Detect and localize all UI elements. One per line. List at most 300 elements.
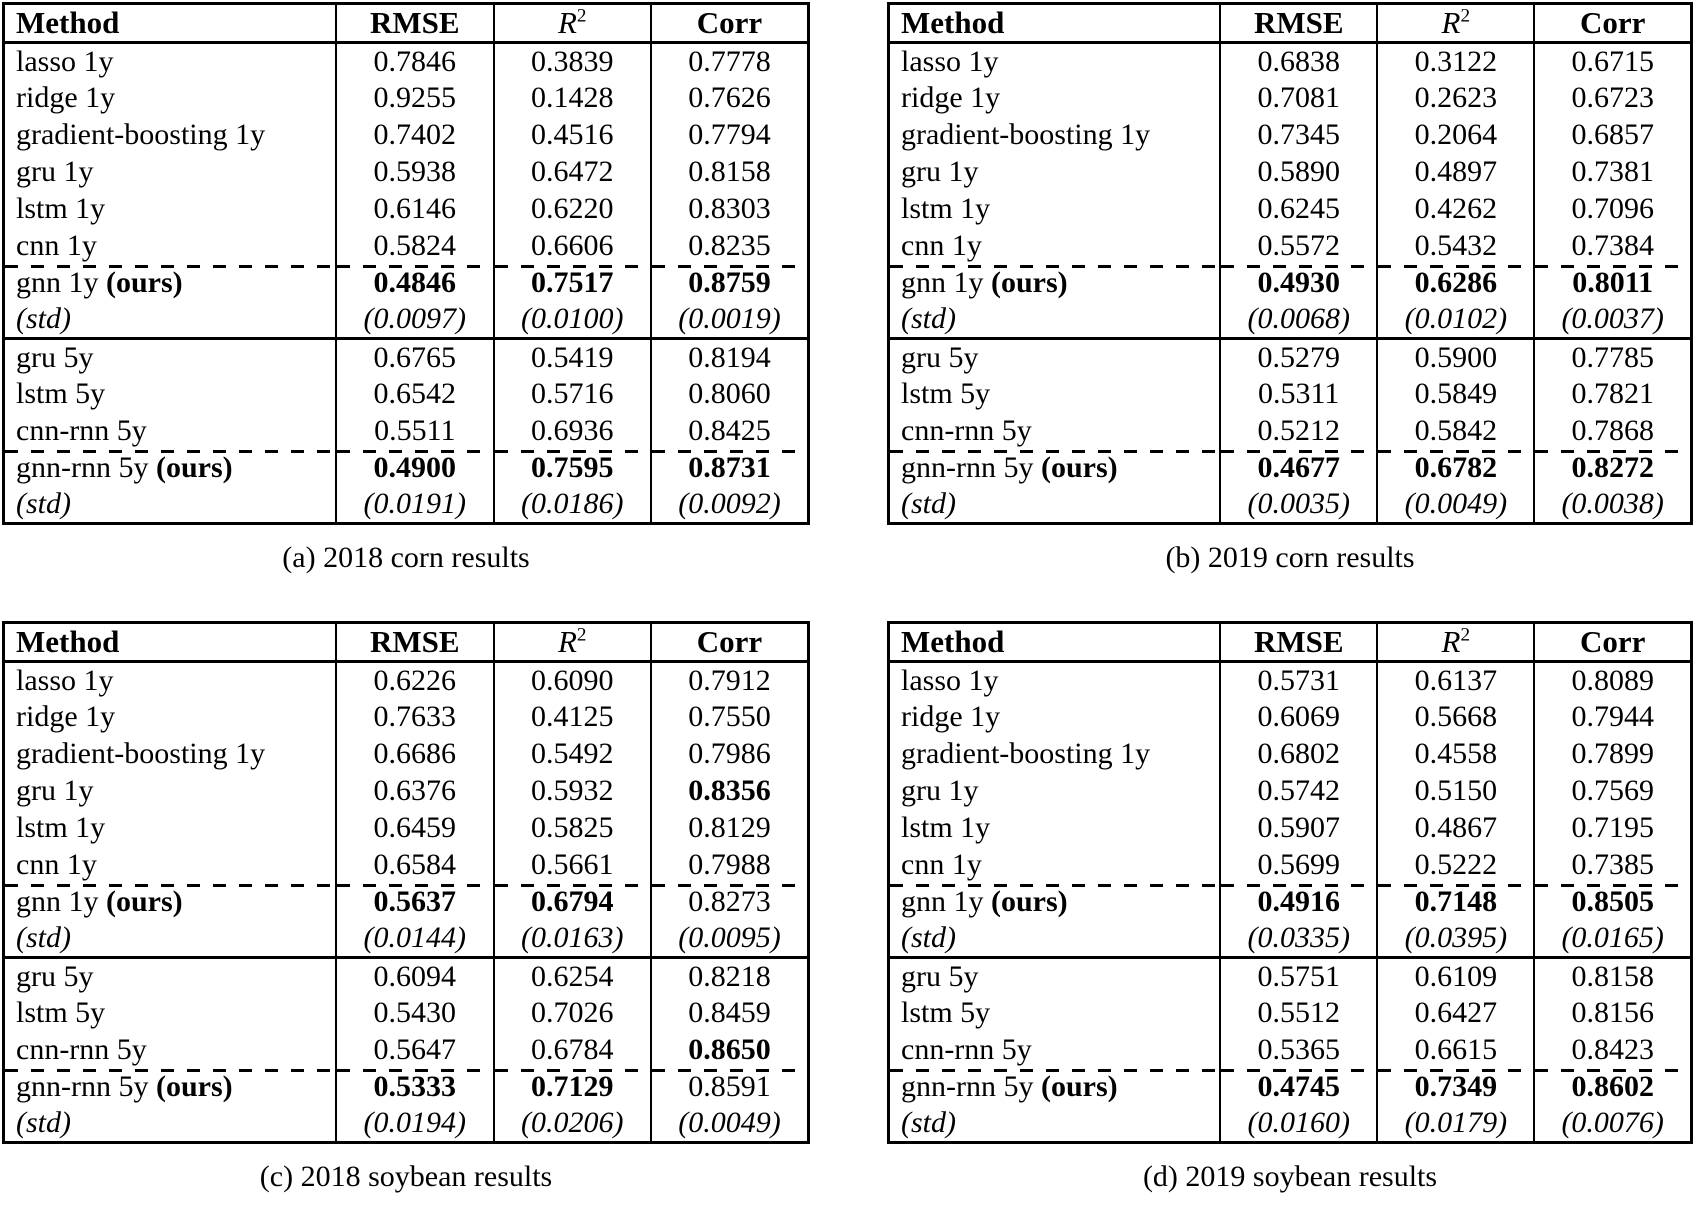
value-cell: 0.7944 <box>1534 699 1691 736</box>
value-cell: 0.6802 <box>1220 736 1377 773</box>
panel-2018-soybean <box>2 621 810 1194</box>
method-cell: lstm 1y <box>901 192 991 225</box>
col-header-rmse: RMSE <box>336 4 493 43</box>
value-cell: 0.6427 <box>1377 995 1534 1032</box>
value-cell: 0.5938 <box>336 154 493 191</box>
value-cell: 0.5212 <box>1220 413 1377 450</box>
method-cell: ridge 1y <box>16 700 116 733</box>
value-cell: 0.5699 <box>1220 847 1377 884</box>
header-row <box>4 4 809 43</box>
value-cell: 0.8759 <box>651 265 809 302</box>
std-row <box>4 921 809 958</box>
method-row <box>4 699 809 736</box>
value-cell: 0.4745 <box>1220 1069 1377 1106</box>
value-cell: (0.0163) <box>494 921 651 958</box>
r2-base: R <box>1441 624 1461 659</box>
value-cell: 0.5333 <box>336 1069 493 1106</box>
value-cell: 0.6686 <box>336 736 493 773</box>
header-row <box>4 623 809 662</box>
value-cell: 0.5492 <box>494 736 651 773</box>
value-cell: 0.7148 <box>1377 884 1534 921</box>
value-cell: 0.7381 <box>1534 154 1691 191</box>
value-cell: (0.0019) <box>651 302 809 339</box>
value-cell: 0.7785 <box>1534 339 1691 376</box>
value-cell: (0.0100) <box>494 302 651 339</box>
method-cell: gru 1y <box>901 155 979 188</box>
value-cell: 0.8194 <box>651 339 809 376</box>
value-cell: 0.8425 <box>651 413 809 450</box>
method-cell: gradient-boosting 1y <box>16 737 266 770</box>
method-cell: gradient-boosting 1y <box>901 737 1151 770</box>
method-row <box>4 117 809 154</box>
table-caption-d: (d) 2019 soybean results <box>1142 1160 1438 1193</box>
value-cell: 0.6472 <box>494 154 651 191</box>
value-cell: 0.5222 <box>1377 847 1534 884</box>
method-cell: lstm 5y <box>901 377 991 410</box>
value-cell: 0.8273 <box>651 884 809 921</box>
method-cell: lasso 1y <box>16 44 114 78</box>
value-cell: 0.8356 <box>651 773 809 810</box>
method-cell: gnn-rnn 5y (ours) <box>889 1069 1221 1106</box>
value-cell: 0.4558 <box>1377 736 1534 773</box>
method-cell: gnn 1y (ours) <box>889 265 1221 302</box>
method-row <box>4 80 809 117</box>
value-cell: 0.5365 <box>1220 1032 1377 1069</box>
method-cell: (std) <box>901 1106 956 1140</box>
value-cell: 0.7550 <box>651 699 809 736</box>
value-cell: 0.7794 <box>651 117 809 154</box>
value-cell: 0.5279 <box>1220 339 1377 376</box>
method-row <box>4 773 809 810</box>
method-cell: lstm 1y <box>901 811 991 844</box>
value-cell: 0.6254 <box>494 958 651 995</box>
panel-2019-soybean <box>887 621 1693 1194</box>
results-table-2018-corn <box>2 2 810 525</box>
value-cell: 0.8158 <box>651 154 809 191</box>
value-cell: 0.6137 <box>1377 662 1534 699</box>
table-caption-a: (a) 2018 corn results <box>282 541 530 574</box>
method-row <box>4 736 809 773</box>
value-cell: 0.6936 <box>494 413 651 450</box>
method-cell: (std) <box>16 302 71 336</box>
col-header-method: Method <box>4 623 337 662</box>
value-cell: 0.7569 <box>1534 773 1691 810</box>
method-row <box>4 228 809 265</box>
method-cell: gru 1y <box>16 155 94 188</box>
col-header-corr: Corr <box>651 623 809 662</box>
value-cell: 0.8731 <box>651 450 809 487</box>
method-row <box>889 699 1692 736</box>
value-cell: 0.7986 <box>651 736 809 773</box>
results-table-2018-soybean <box>2 621 810 1144</box>
method-row <box>889 958 1692 995</box>
col-header-r2 <box>1377 623 1534 662</box>
value-cell: (0.0049) <box>1377 487 1534 524</box>
value-cell: 0.8303 <box>651 191 809 228</box>
header-row <box>889 623 1692 662</box>
value-cell: 0.5716 <box>494 376 651 413</box>
value-cell: 0.5572 <box>1220 228 1377 265</box>
value-cell: 0.6226 <box>336 662 493 699</box>
col-header-corr: Corr <box>1534 623 1691 662</box>
method-row <box>889 80 1692 117</box>
col-header-rmse: RMSE <box>1220 623 1377 662</box>
value-cell: 0.7384 <box>1534 228 1691 265</box>
method-row <box>889 117 1692 154</box>
method-cell: ridge 1y <box>16 81 116 114</box>
value-cell: 0.4677 <box>1220 450 1377 487</box>
method-row <box>889 736 1692 773</box>
method-cell: ridge 1y <box>901 700 1001 733</box>
value-cell: 0.8089 <box>1534 662 1691 699</box>
value-cell: 0.4897 <box>1377 154 1534 191</box>
method-row <box>4 1032 809 1069</box>
value-cell: 0.7633 <box>336 699 493 736</box>
value-cell: 0.6459 <box>336 810 493 847</box>
r2-exponent: 2 <box>1460 624 1471 646</box>
value-cell: 0.7595 <box>494 450 651 487</box>
value-cell: 0.7402 <box>336 117 493 154</box>
value-cell: 0.7385 <box>1534 847 1691 884</box>
value-cell: 0.7988 <box>651 847 809 884</box>
value-cell: (0.0194) <box>336 1106 493 1143</box>
value-cell: 0.2623 <box>1377 80 1534 117</box>
method-row <box>4 1069 809 1106</box>
method-cell: gnn-rnn 5y (ours) <box>889 450 1221 487</box>
ours-label: (ours) <box>106 266 183 299</box>
method-row <box>4 191 809 228</box>
value-cell: 0.8218 <box>651 958 809 995</box>
value-cell: (0.0165) <box>1534 921 1691 958</box>
value-cell: 0.4516 <box>494 117 651 154</box>
value-cell: (0.0395) <box>1377 921 1534 958</box>
method-row <box>889 884 1692 921</box>
value-cell: 0.8650 <box>651 1032 809 1069</box>
col-header-r2 <box>494 4 651 43</box>
method-cell: lasso 1y <box>16 663 114 697</box>
method-cell: gru 1y <box>16 774 94 807</box>
method-row <box>4 339 809 376</box>
value-cell: 0.7345 <box>1220 117 1377 154</box>
method-row <box>889 43 1692 80</box>
value-cell: 0.6286 <box>1377 265 1534 302</box>
value-cell: 0.8591 <box>651 1069 809 1106</box>
value-cell: 0.7778 <box>651 43 809 80</box>
method-cell: cnn 1y <box>16 229 97 262</box>
method-row <box>889 995 1692 1032</box>
value-cell: 0.5751 <box>1220 958 1377 995</box>
value-cell: 0.6146 <box>336 191 493 228</box>
value-cell: 0.8505 <box>1534 884 1691 921</box>
value-cell: 0.8158 <box>1534 958 1691 995</box>
value-cell: 0.6069 <box>1220 699 1377 736</box>
value-cell: (0.0335) <box>1220 921 1377 958</box>
value-cell: 0.4916 <box>1220 884 1377 921</box>
value-cell: 0.2064 <box>1377 117 1534 154</box>
method-row <box>889 413 1692 450</box>
method-row <box>4 847 809 884</box>
value-cell: 0.6794 <box>494 884 651 921</box>
method-cell: cnn-rnn 5y <box>16 1033 147 1066</box>
value-cell: 0.5731 <box>1220 662 1377 699</box>
value-cell: 0.7517 <box>494 265 651 302</box>
method-cell: (std) <box>16 487 71 521</box>
value-cell: 0.8272 <box>1534 450 1691 487</box>
method-cell: cnn-rnn 5y <box>16 414 147 447</box>
method-cell: cnn 1y <box>16 848 97 881</box>
col-header-method: Method <box>889 4 1221 43</box>
method-cell: gnn 1y (ours) <box>889 884 1221 921</box>
method-row <box>4 884 809 921</box>
value-cell: 0.6109 <box>1377 958 1534 995</box>
value-cell: 0.6094 <box>336 958 493 995</box>
ours-label: (ours) <box>991 885 1068 918</box>
value-cell: 0.7195 <box>1534 810 1691 847</box>
value-cell: 0.5430 <box>336 995 493 1032</box>
method-cell: gradient-boosting 1y <box>901 118 1151 151</box>
value-cell: (0.0076) <box>1534 1106 1691 1143</box>
ours-label: (ours) <box>155 451 233 484</box>
value-cell: 0.8011 <box>1534 265 1691 302</box>
method-row <box>4 154 809 191</box>
value-cell: 0.6606 <box>494 228 651 265</box>
value-cell: 0.5932 <box>494 773 651 810</box>
col-header-rmse: RMSE <box>336 623 493 662</box>
method-cell: lstm 5y <box>16 377 106 410</box>
method-cell: ridge 1y <box>901 81 1001 114</box>
table-caption-c: (c) 2018 soybean results <box>259 1160 553 1193</box>
method-cell: cnn 1y <box>901 229 982 262</box>
method-row <box>889 228 1692 265</box>
value-cell: 0.5150 <box>1377 773 1534 810</box>
value-cell: 0.7626 <box>651 80 809 117</box>
value-cell: 0.6784 <box>494 1032 651 1069</box>
r2-exponent: 2 <box>1460 5 1471 27</box>
value-cell: 0.5825 <box>494 810 651 847</box>
value-cell: 0.8235 <box>651 228 809 265</box>
value-cell: 0.5668 <box>1377 699 1534 736</box>
col-header-corr: Corr <box>651 4 809 43</box>
value-cell: (0.0068) <box>1220 302 1377 339</box>
method-row <box>889 265 1692 302</box>
method-cell: lasso 1y <box>901 44 999 78</box>
method-cell: lasso 1y <box>901 663 999 697</box>
ours-label: (ours) <box>106 885 183 918</box>
std-row <box>889 487 1692 524</box>
value-cell: 0.4262 <box>1377 191 1534 228</box>
method-row <box>889 1069 1692 1106</box>
value-cell: 0.5842 <box>1377 413 1534 450</box>
value-cell: (0.0206) <box>494 1106 651 1143</box>
method-cell: lstm 1y <box>16 192 106 225</box>
value-cell: 0.8129 <box>651 810 809 847</box>
method-cell: cnn-rnn 5y <box>901 1033 1032 1066</box>
ours-label: (ours) <box>155 1070 233 1103</box>
method-row <box>4 413 809 450</box>
value-cell: 0.5824 <box>336 228 493 265</box>
method-cell: cnn 1y <box>901 848 982 881</box>
value-cell: 0.7026 <box>494 995 651 1032</box>
value-cell: 0.8060 <box>651 376 809 413</box>
value-cell: 0.6245 <box>1220 191 1377 228</box>
method-cell: gru 5y <box>4 958 337 995</box>
value-cell: 0.5907 <box>1220 810 1377 847</box>
method-cell: (std) <box>16 1106 71 1140</box>
value-cell: 0.8423 <box>1534 1032 1691 1069</box>
col-header-corr: Corr <box>1534 4 1691 43</box>
method-cell: lstm 5y <box>16 996 106 1029</box>
panel-2019-corn <box>887 2 1693 575</box>
panel-2018-corn <box>2 2 810 575</box>
value-cell: 0.6765 <box>336 339 493 376</box>
value-cell: (0.0037) <box>1534 302 1691 339</box>
method-row <box>889 847 1692 884</box>
method-cell: gru 5y <box>4 339 337 376</box>
std-row <box>4 487 809 524</box>
value-cell: 0.7868 <box>1534 413 1691 450</box>
method-cell: (std) <box>16 921 71 955</box>
method-row <box>4 43 809 80</box>
value-cell: 0.6715 <box>1534 43 1691 80</box>
header-row <box>889 4 1692 43</box>
r2-base: R <box>557 624 577 659</box>
method-row <box>889 339 1692 376</box>
method-row <box>4 995 809 1032</box>
std-row <box>889 1106 1692 1143</box>
method-cell: lstm 5y <box>901 996 991 1029</box>
method-row <box>4 662 809 699</box>
value-cell: 0.7899 <box>1534 736 1691 773</box>
method-row <box>889 662 1692 699</box>
method-cell: (std) <box>901 487 956 521</box>
method-cell: gnn 1y (ours) <box>4 884 337 921</box>
std-row <box>889 302 1692 339</box>
value-cell: 0.5647 <box>336 1032 493 1069</box>
method-cell: gnn-rnn 5y (ours) <box>4 1069 337 1106</box>
value-cell: 0.7129 <box>494 1069 651 1106</box>
value-cell: 0.7846 <box>336 43 493 80</box>
value-cell: 0.7081 <box>1220 80 1377 117</box>
method-row <box>4 265 809 302</box>
method-cell: gnn-rnn 5y (ours) <box>4 450 337 487</box>
method-row <box>889 376 1692 413</box>
std-row <box>4 302 809 339</box>
col-header-rmse: RMSE <box>1220 4 1377 43</box>
value-cell: 0.5849 <box>1377 376 1534 413</box>
value-cell: (0.0102) <box>1377 302 1534 339</box>
value-cell: 0.4846 <box>336 265 493 302</box>
col-header-method: Method <box>889 623 1221 662</box>
value-cell: 0.5661 <box>494 847 651 884</box>
method-row <box>889 154 1692 191</box>
method-row <box>4 450 809 487</box>
std-row <box>4 1106 809 1143</box>
method-cell: gru 5y <box>889 958 1221 995</box>
table-caption-b: (b) 2019 corn results <box>1165 541 1415 574</box>
method-cell: gnn 1y (ours) <box>4 265 337 302</box>
value-cell: 0.5890 <box>1220 154 1377 191</box>
value-cell: 0.6838 <box>1220 43 1377 80</box>
method-cell: cnn-rnn 5y <box>901 414 1032 447</box>
value-cell: 0.5511 <box>336 413 493 450</box>
value-cell: 0.3122 <box>1377 43 1534 80</box>
value-cell: 0.6782 <box>1377 450 1534 487</box>
value-cell: (0.0191) <box>336 487 493 524</box>
value-cell: 0.4867 <box>1377 810 1534 847</box>
value-cell: 0.5311 <box>1220 376 1377 413</box>
method-row <box>889 810 1692 847</box>
value-cell: (0.0160) <box>1220 1106 1377 1143</box>
value-cell: 0.7912 <box>651 662 809 699</box>
value-cell: 0.6857 <box>1534 117 1691 154</box>
value-cell: (0.0144) <box>336 921 493 958</box>
value-cell: 0.6220 <box>494 191 651 228</box>
value-cell: 0.8459 <box>651 995 809 1032</box>
r2-base: R <box>1441 5 1461 40</box>
method-cell: gradient-boosting 1y <box>16 118 266 151</box>
ours-label: (ours) <box>991 266 1068 299</box>
value-cell: 0.5512 <box>1220 995 1377 1032</box>
value-cell: 0.7096 <box>1534 191 1691 228</box>
col-header-r2 <box>1377 4 1534 43</box>
method-cell: (std) <box>901 302 956 336</box>
value-cell: (0.0179) <box>1377 1106 1534 1143</box>
method-row <box>889 773 1692 810</box>
value-cell: 0.5900 <box>1377 339 1534 376</box>
method-row <box>889 191 1692 228</box>
std-row <box>889 921 1692 958</box>
value-cell: 0.6723 <box>1534 80 1691 117</box>
value-cell: 0.6584 <box>336 847 493 884</box>
value-cell: 0.4930 <box>1220 265 1377 302</box>
value-cell: 0.6090 <box>494 662 651 699</box>
value-cell: 0.7821 <box>1534 376 1691 413</box>
value-cell: 0.8602 <box>1534 1069 1691 1106</box>
value-cell: (0.0092) <box>651 487 809 524</box>
value-cell: 0.1428 <box>494 80 651 117</box>
value-cell: 0.3839 <box>494 43 651 80</box>
value-cell: 0.6615 <box>1377 1032 1534 1069</box>
col-header-r2 <box>494 623 651 662</box>
value-cell: (0.0038) <box>1534 487 1691 524</box>
method-row <box>4 810 809 847</box>
method-cell: lstm 1y <box>16 811 106 844</box>
ours-label: (ours) <box>1040 451 1118 484</box>
value-cell: 0.5432 <box>1377 228 1534 265</box>
results-table-2019-soybean <box>887 621 1693 1144</box>
method-cell: gru 5y <box>889 339 1221 376</box>
ours-label: (ours) <box>1040 1070 1118 1103</box>
r2-exponent: 2 <box>576 624 587 646</box>
value-cell: 0.5742 <box>1220 773 1377 810</box>
value-cell: 0.6376 <box>336 773 493 810</box>
value-cell: 0.8156 <box>1534 995 1691 1032</box>
r2-base: R <box>557 5 577 40</box>
method-row <box>889 450 1692 487</box>
method-row <box>4 376 809 413</box>
value-cell: (0.0097) <box>336 302 493 339</box>
results-table-2019-corn <box>887 2 1693 525</box>
value-cell: 0.9255 <box>336 80 493 117</box>
method-row <box>889 1032 1692 1069</box>
value-cell: (0.0035) <box>1220 487 1377 524</box>
method-cell: (std) <box>901 921 956 955</box>
value-cell: (0.0095) <box>651 921 809 958</box>
method-cell: gru 1y <box>901 774 979 807</box>
method-row <box>4 958 809 995</box>
col-header-method: Method <box>4 4 337 43</box>
value-cell: (0.0049) <box>651 1106 809 1143</box>
